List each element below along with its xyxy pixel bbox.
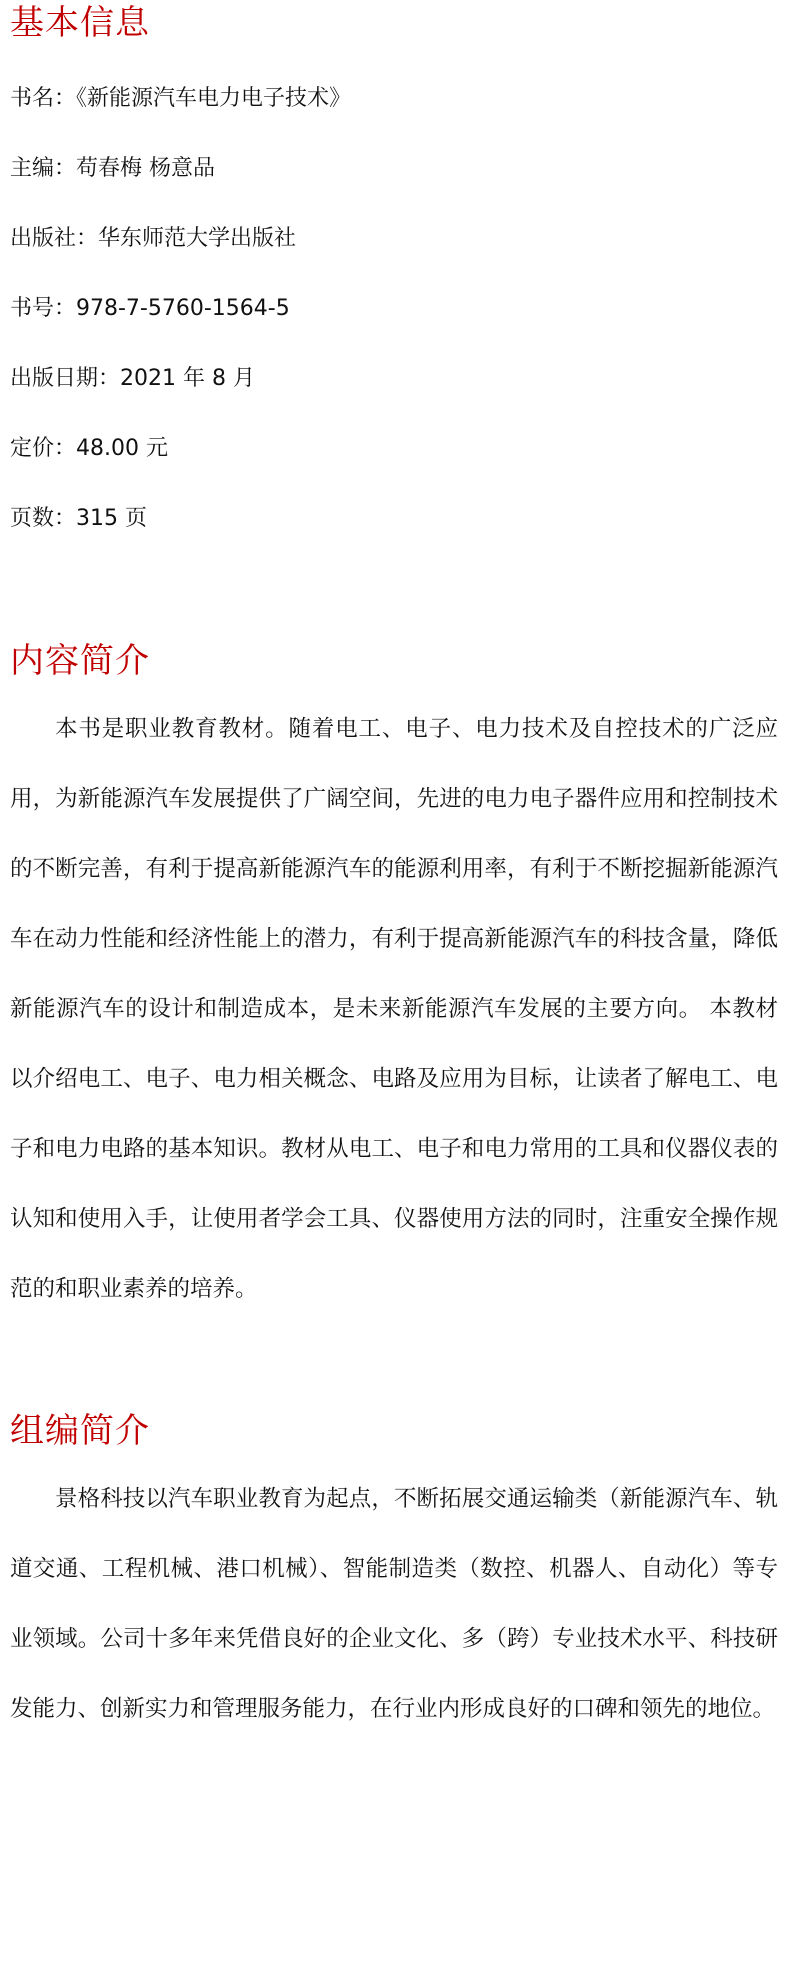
publisher-line: 出版社：华东师范大学出版社 (10, 226, 297, 251)
basic-info-list (10, 64, 778, 554)
org-intro-paragraph: 景格科技以汽车职业教育为起点，不断拓展交通运输类（新能源汽车、轨道交通、工程机械、港口机械）、智能制造类（数控、机器人、自动化）等专业领域。公司十多年来凭借良好的企业文化、多（跨）专业技术水平、科技研发能力、创新实力和管理服务能力，在行业内形成良好的口碑和领先的地位。 (10, 1486, 778, 1722)
basic-info-section (10, 0, 778, 554)
isbn-line: 书号：978-7-5760-1564-5 (10, 296, 290, 321)
basic-info-heading: 基本信息 (10, 3, 150, 43)
content-intro-paragraph: 本书是职业教育教材。随着电工、电子、电力技术及自控技术的广泛应用，为新能源汽车发展提供了广阔空间，先进的电力电子器件应用和控制技术的不断完善，有利于提高新能源汽车的能源利用率，有利于不断挖掘新能源汽车在动力性能和经济性能上的潜力，有利于提高新能源汽车的科技含量，降低新能源汽车的设计和制造成本，是未来新能源汽车发展的主要方向。 本教材以介绍电工、电子、电力相关概念、电路及应用为目标，让读者了解电工、电子和电力电路的基本知识。教材从电工、电子和电力常用的工具和仪器仪表的认知和使用入手，让使用者学会工具、仪器使用方法的同时，注重安全操作规范的和职业素养的培养。 (10, 716, 778, 1302)
content-intro-heading: 内容简介 (10, 641, 150, 681)
publish-date-line: 出版日期：2021 年 8 月 (10, 366, 255, 391)
price-line: 定价：48.00 元 (10, 436, 168, 461)
org-intro-heading: 组编简介 (10, 1411, 150, 1451)
page-count-line: 页数：315 页 (10, 506, 147, 531)
org-intro-section (10, 1411, 778, 1744)
content-intro-section (10, 641, 778, 1324)
editor-line: 主编：苟春梅 杨意品 (10, 156, 215, 181)
book-title-line: 书名：《新能源汽车电力电子技术》 (10, 86, 352, 111)
